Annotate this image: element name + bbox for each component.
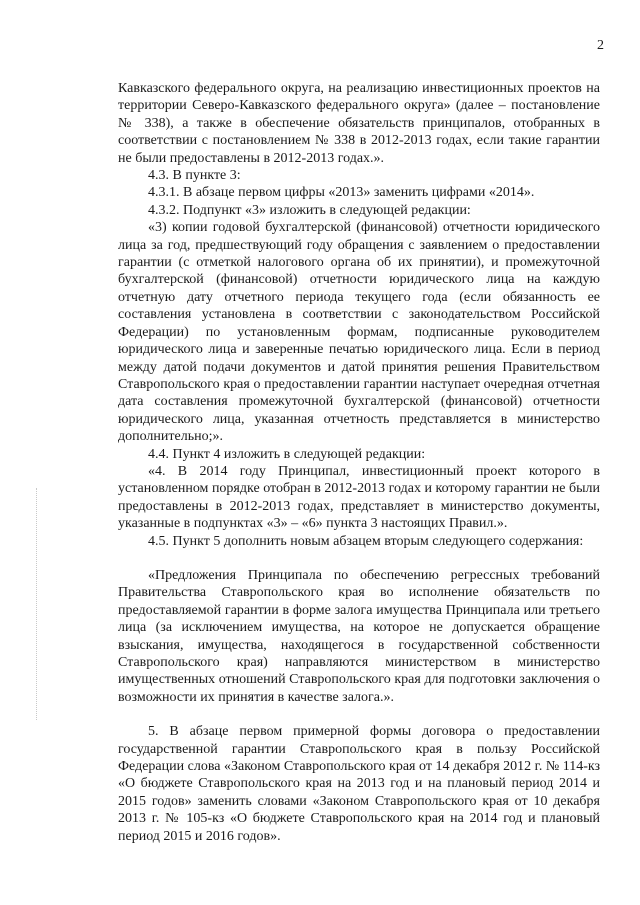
paragraph-1: Кавказского федерального округа, на реализацию инвестиционных проектов на территории Северо-Кавказского федерального округа» (далее – постановление № 338), а также в обеспечение обязательств принципалов, отобранных в соответствии с постановлением № 338 в 2012-2013 годах, если такие гарантии не были предоставлены в 2012-2013 годах.». [118,81,600,166]
paragraph-2: 4.3. В пункте 3: [148,168,241,184]
paragraph-8: 4.5. Пункт 5 дополнить новым абзацем вторым следующего содержания: [148,533,584,549]
paragraph-6: 4.4. Пункт 4 изложить в следующей редакции: [148,446,426,462]
paragraph-10: 5. В абзаце первом примерной формы договора о предоставлении государственной гарантии Ставропольского края в пользу Российской Федерации слова «Законом Ставропольского края от 14 декабря 2012 г. № 114-кз «О бюджете Ставропольского края на 2013 год и на плановый период 2014 и 2015 годов» заменить словами «Законом Ставропольского края от 10 декабря 2013 г. № 105-кз «О бюджете Ставропольского края на 2014 год и плановый период 2015 и 2016 годов». [118,724,600,844]
paragraph-9: «Предложения Принципала по обеспечению регрессных требований Правительства Ставропольского края во исполнение обязательств по предоставляемой гарантии в форме залога имущества Принципала или третьего лица (за исключением имущества, на которое не допускается обращение взыскания, имущества, находящегося в государственной собственности Ставропольского края) направляются министерством в министерство имущественных отношений Ставропольского края для подготовки заключения о возможности их принятия в качестве залога.». [118,567,600,705]
paragraph-gap [118,550,600,567]
paragraph-4: 4.3.2. Подпункт «3» изложить в следующей редакции: [148,202,471,218]
paragraph-gap [118,706,600,723]
paragraph-7: «4. В 2014 году Принципал, инвестиционный проект которого в установленном порядке отобран в 2012-2013 годах и которому гарантии не были предоставлены в 2012-2013 годах, представляет в министерство документы, указанные в подпунктах «3» – «6» пункта 3 настоящих Правил.». [118,463,600,532]
paragraph-3: 4.3.1. В абзаце первом цифры «2013» заменить цифрами «2014». [148,185,535,201]
document-body [118,80,600,845]
paragraph-5: «3) копии годовой бухгалтерской (финансовой) отчетности юридического лица за год, предшествующий году обращения с заявлением о предоставлении гарантии (с отметкой налогового органа об их принятии), и промежуточной бухгалтерской (финансовой) отчетности юридического лица на каждую отчетную дату отчетного периода текущего года (если обязанность ее составления установлена в соответствии с законодательством Российской Федерации) по установленным формам, подписанные руководителем юридического лица и заверенные печатью юридического лица. Если в период между датой подачи документов и датой принятия решения Правительством Ставропольского края о предоставлении гарантии наступает очередная отчетная дата составления промежуточной бухгалтерской (финансовой) отчетности юридического лица, указанная отчетность представляется в министерство дополнительно;». [118,220,600,445]
page-number: 2 [597,38,604,53]
margin-mark [36,488,38,720]
